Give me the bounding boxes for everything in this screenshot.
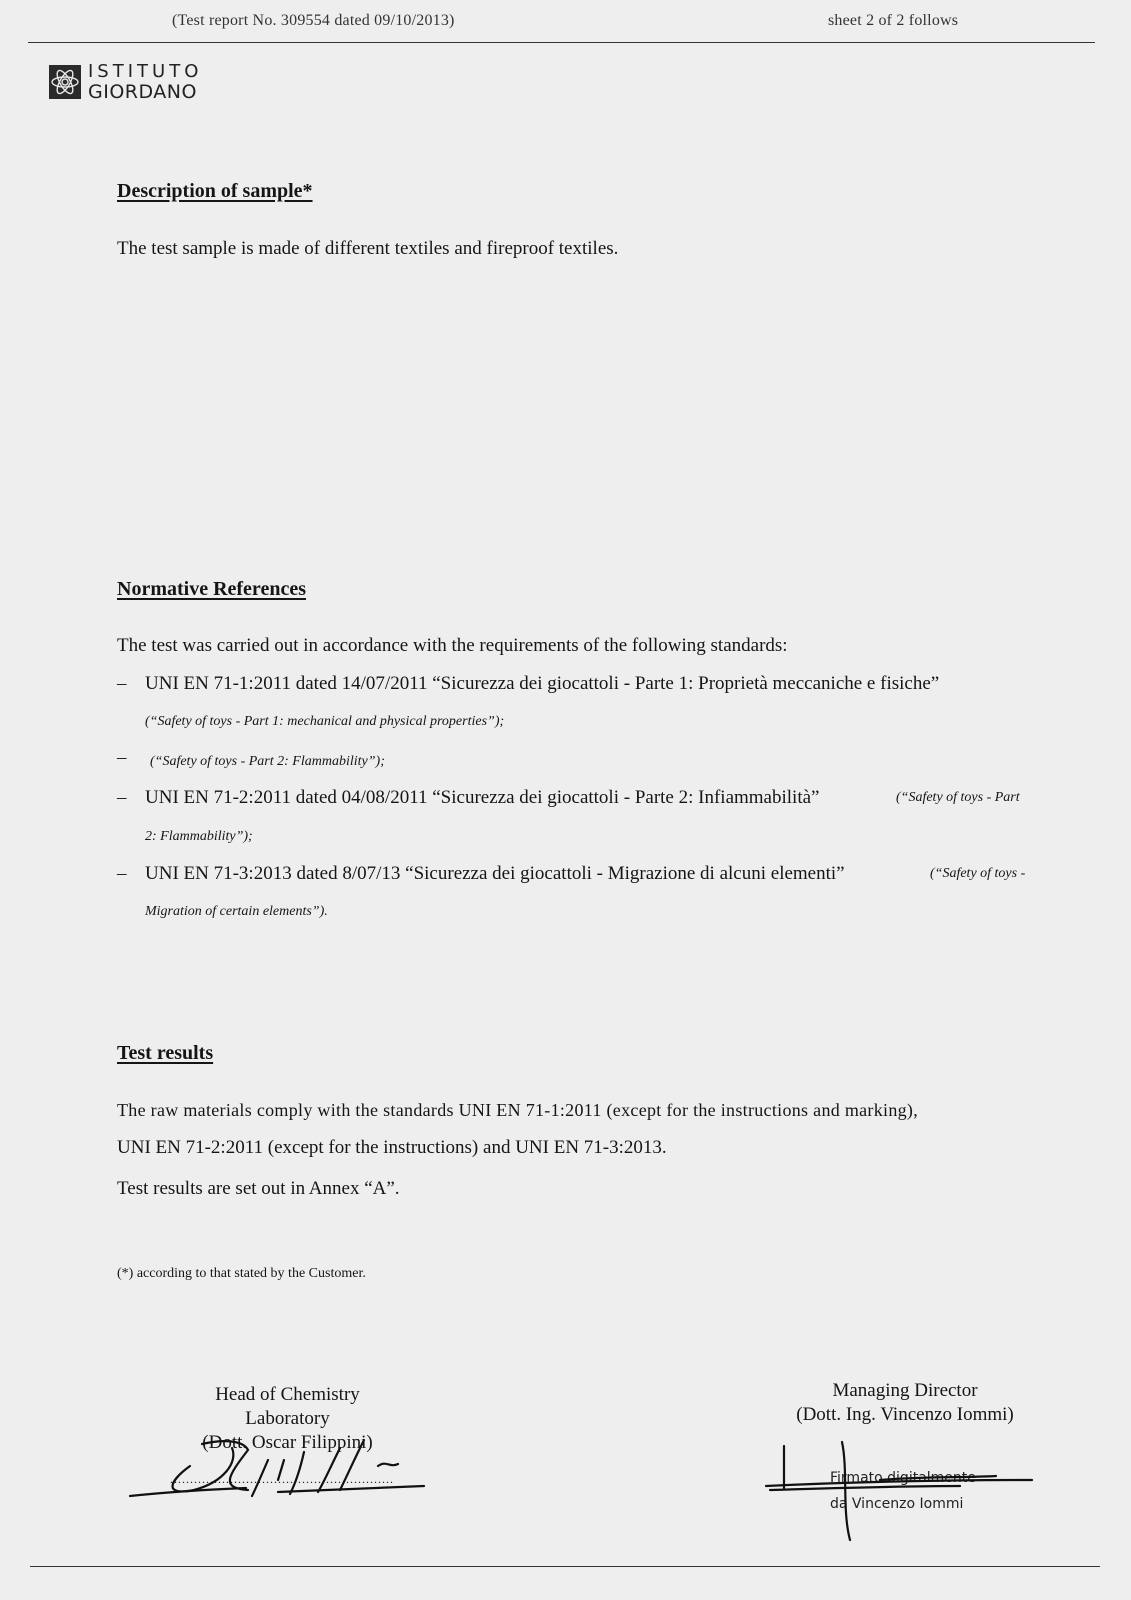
reference-translation: (“Safety of toys - Part 1: mechanical and physical properties”); <box>145 714 505 729</box>
results-line-1: The raw materials comply with the standards UNI EN 71-1:2011 (except for the instructions and marking), <box>117 1100 919 1120</box>
results-line-3: Test results are set out in Annex “A”. <box>117 1178 400 1199</box>
logo-line-2: GIORDANO <box>88 81 197 103</box>
logo-line-1: ISTITUTO <box>88 61 203 82</box>
results-heading: Test results <box>117 1042 214 1064</box>
reference-main: UNI EN 71-1:2011 dated 14/07/2011 “Sicurezza dei giocattoli - Parte 1: Proprietà meccaniche e fisiche” <box>145 673 940 694</box>
description-heading: Description of sample* <box>117 180 313 202</box>
list-dash: – <box>117 747 127 768</box>
description-text: The test sample is made of different textiles and fireproof textiles. <box>117 238 619 259</box>
signature-right <box>745 1379 1065 1427</box>
signature-scribble-right <box>760 1440 1040 1545</box>
report-reference: (Test report No. 309554 dated 09/10/2013) <box>172 12 455 29</box>
footer-rule <box>30 1566 1100 1567</box>
list-dash: – <box>117 863 127 884</box>
signer-name: (Dott. Ing. Vincenzo Iommi) <box>796 1404 1014 1425</box>
reference-main: UNI EN 71-2:2011 dated 04/08/2011 “Sicurezza dei giocattoli - Parte 2: Infiammabilità” <box>145 787 820 808</box>
digital-signature-line-2: da Vincenzo Iommi <box>830 1496 964 1512</box>
sheet-number: sheet 2 of 2 follows <box>828 12 959 29</box>
results-line-2: UNI EN 71-2:2011 (except for the instructions) and UNI EN 71-3:2013. <box>117 1137 667 1158</box>
reference-translation-continued: Migration of certain elements”). <box>145 904 328 919</box>
reference-translation: (“Safety of toys - Part 2: Flammability”); <box>150 754 385 769</box>
list-dash: – <box>117 787 127 808</box>
signer-title: Head of Chemistry <box>215 1384 360 1405</box>
reference-translation: (“Safety of toys - Part <box>896 790 1020 805</box>
normative-intro: The test was carried out in accordance with the requirements of the following standards: <box>117 635 788 656</box>
digital-signature-line-1: Firmato digitalmente <box>830 1470 976 1486</box>
signature-dotted-line: ........................................................ <box>170 1472 394 1486</box>
signer-name: (Dott. Oscar Filippini) <box>202 1432 373 1453</box>
header-rule <box>28 42 1095 43</box>
reference-main: UNI EN 71-3:2013 dated 8/07/13 “Sicurezza dei giocattoli - Migrazione di alcuni elementi” <box>145 863 845 884</box>
signature-scribble-left <box>128 1430 428 1505</box>
signer-title: Managing Director <box>832 1380 978 1401</box>
reference-translation-continued: 2: Flammability”); <box>145 829 253 844</box>
signer-title-continued: Laboratory <box>245 1408 330 1429</box>
logo-flower-icon <box>48 64 82 100</box>
reference-translation: (“Safety of toys - <box>930 866 1026 881</box>
normative-heading: Normative References <box>117 578 306 600</box>
list-dash: – <box>117 673 127 694</box>
footnote: (*) according to that stated by the Customer. <box>117 1266 366 1281</box>
